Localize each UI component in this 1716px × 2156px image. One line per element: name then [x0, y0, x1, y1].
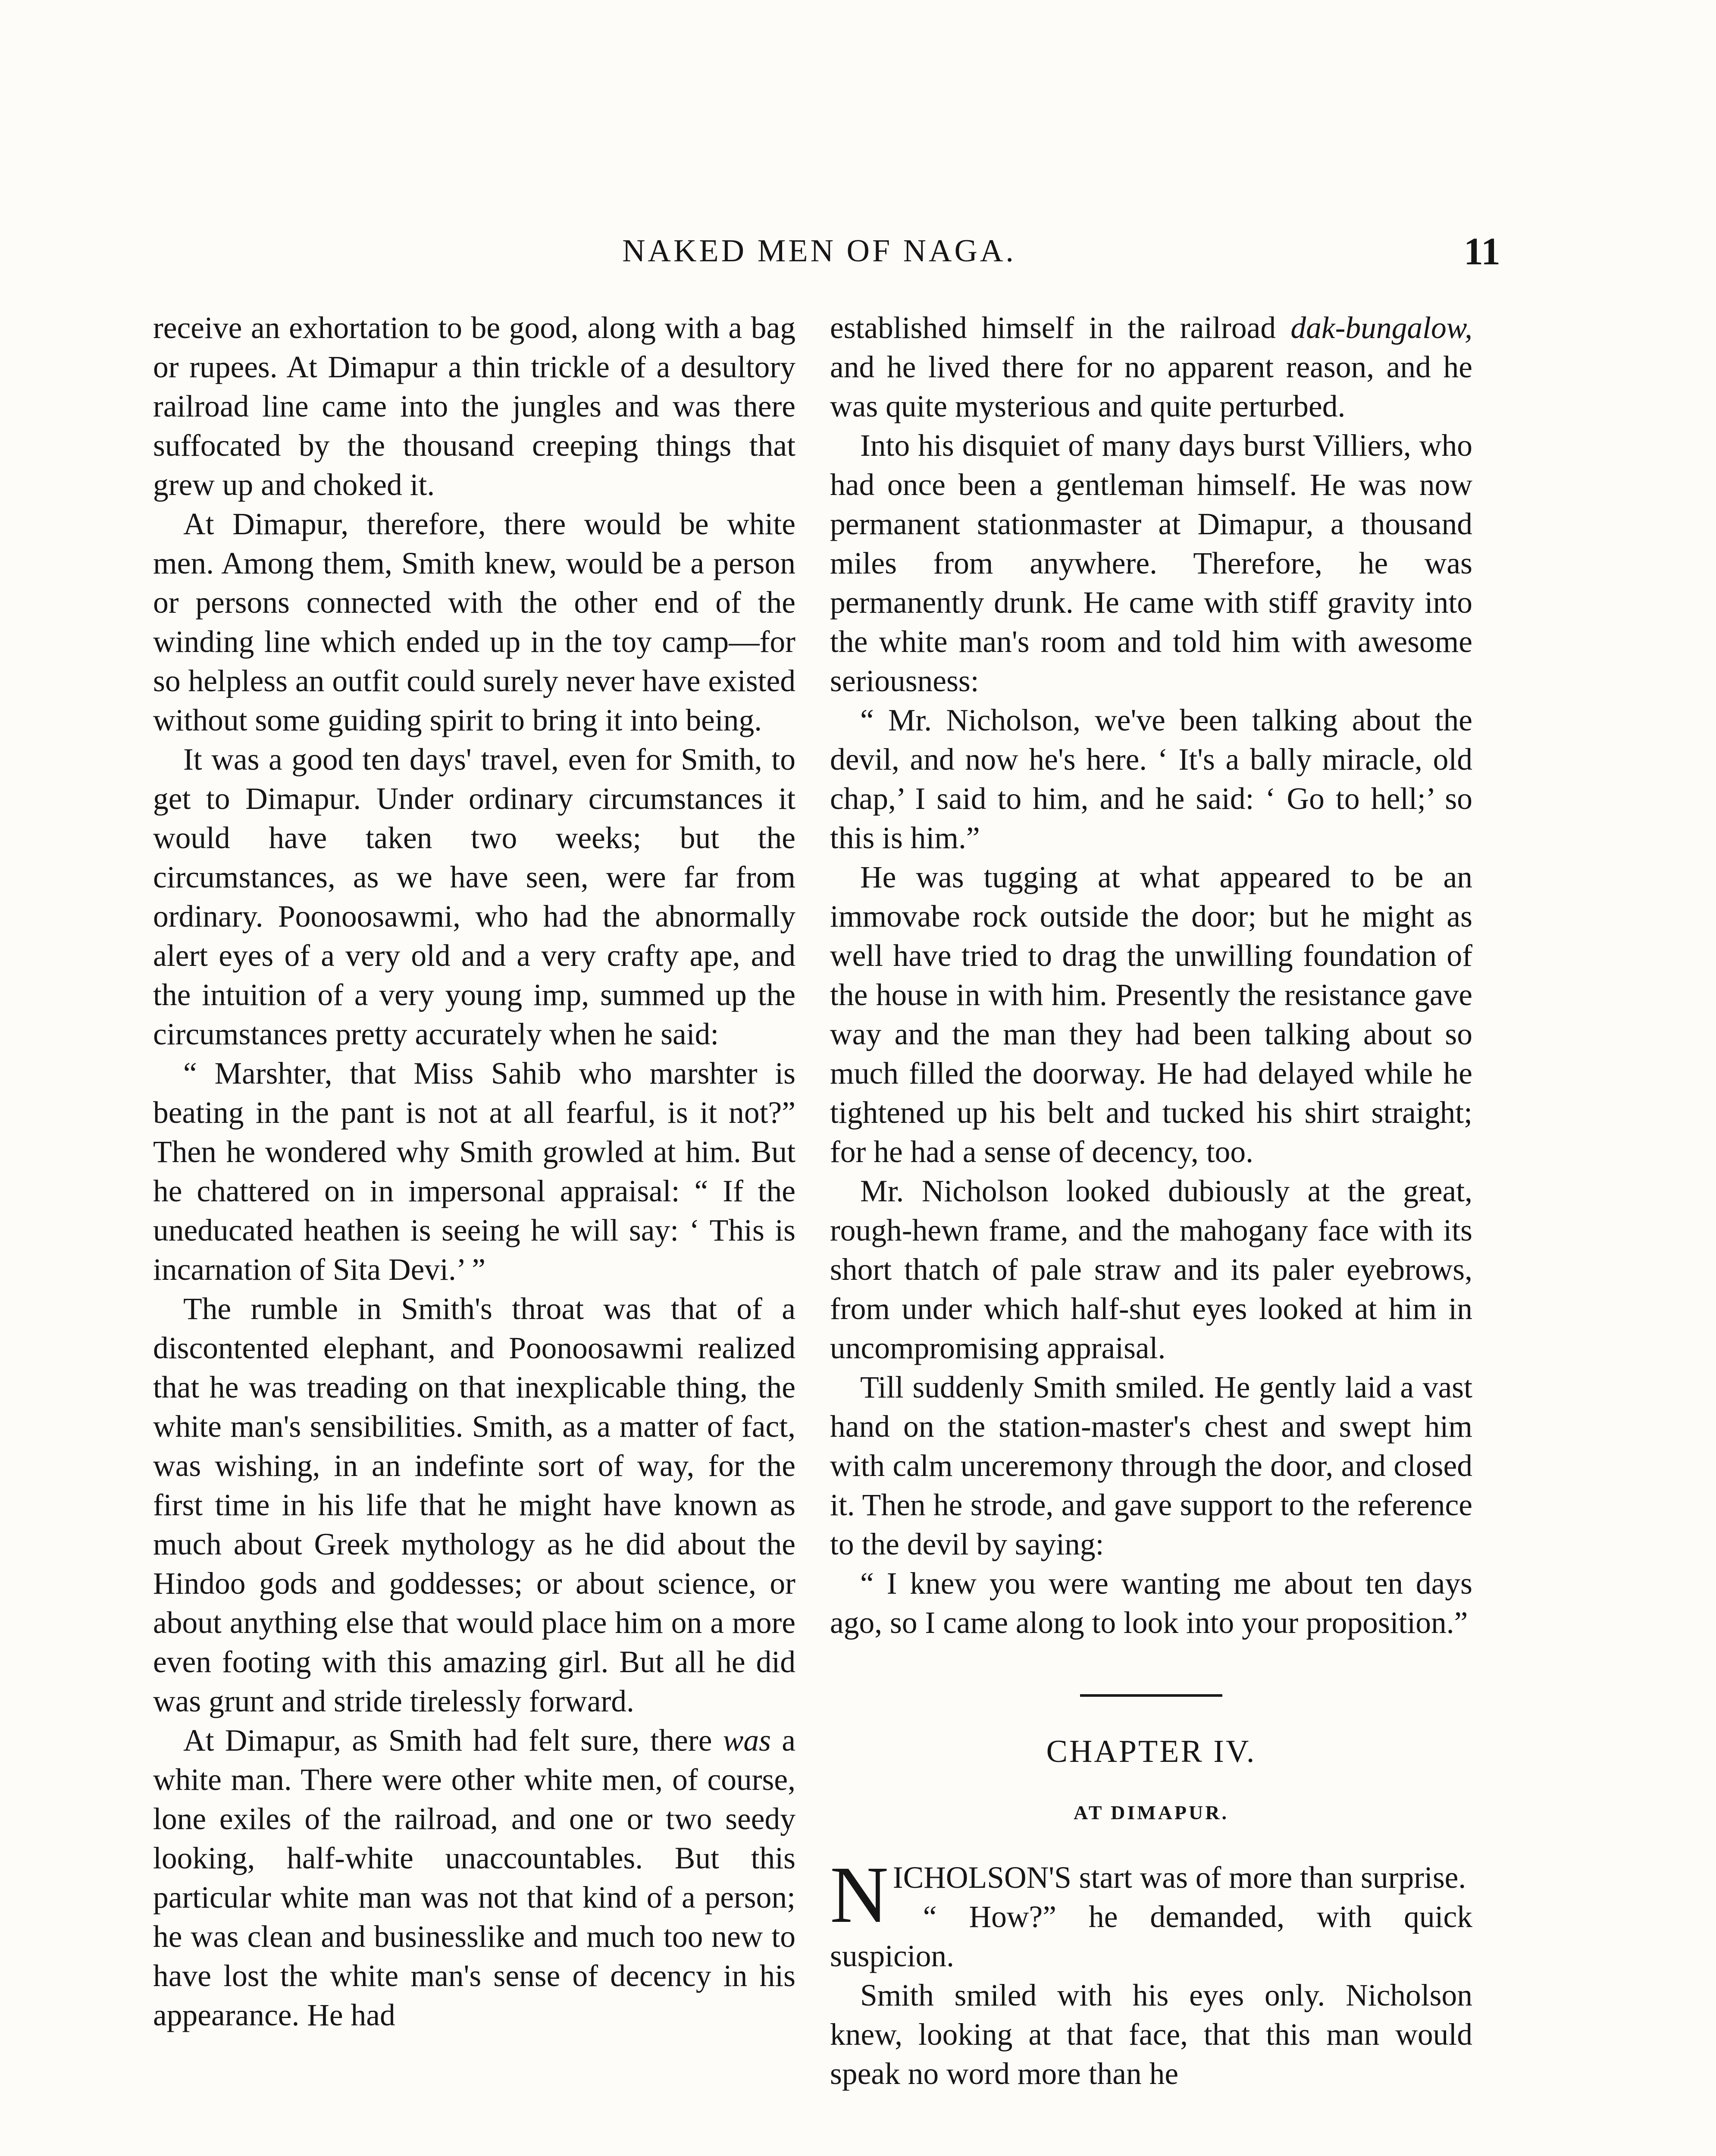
- running-head: NAKED MEN OF NAGA.: [622, 233, 1016, 269]
- chapter-subtitle: AT DIMAPUR.: [1074, 1802, 1229, 1824]
- paragraph: Into his disquiet of many days burst Villiers, who had once been a gentleman himself. He was now permanent stationmaster at Dimapur, a thousand miles from anywhere. Therefore, he was permanently drunk. He came with stiff gravity into the white man's room and told him with awesome seriousness:: [830, 429, 1472, 698]
- paragraph: [153, 1721, 795, 2035]
- text-run: ICHOLSON'S start was of more than surprise.: [892, 1861, 1466, 1895]
- section-divider: [1080, 1694, 1222, 1697]
- paragraph: The rumble in Smith's throat was that of a discontented elephant, and Poonoosawmi realized that he was treading on that inexplicable thing, the white man's sensibilities. Smith, as a matter of fact, was wishing, in an indefinte sort of way, for the first time in his life that he might have known as much about Greek mythology as he did about the Hindoo gods and goddesses; or about science, or about anything else that would place him on a more even footing with this amazing girl. But all he did was grunt and stride tirelessly forward.: [153, 1292, 795, 1718]
- paragraph: Till suddenly Smith smiled. He gently laid a vast hand on the station-master's chest and swept him with calm unceremony through the door, and closed it. Then he strode, and gave support to the reference to the devil by saying:: [830, 1370, 1472, 1561]
- paragraph: Mr. Nicholson looked dubiously at the great, rough-hewn frame, and the mahogany face with its short thatch of pale straw and its paler eyebrows, from under which half-shut eyes looked at him in uncompromising appraisal.: [830, 1174, 1472, 1365]
- text-run: a white man. There were other white men, of course, lone exiles of the railroad, and one or two seedy looking, half-white unaccountables. But this particular white man was not that kind of a person; he was clean and businesslike and much too new to have lost the white man's sense of decency in his appearance. He had: [153, 1724, 795, 2032]
- paragraph: Smith smiled with his eyes only. Nicholson knew, looking at that face, that this man would speak no word more than he: [830, 1978, 1472, 2091]
- right-column: [830, 308, 1472, 2093]
- paragraph: “ How?” he demanded, with quick suspicion.: [830, 1900, 1472, 1973]
- page-number: 11: [1463, 230, 1500, 273]
- drop-cap: N: [830, 1849, 889, 1940]
- paragraph: receive an exhortation to be good, along with a bag or rupees. At Dimapur a thin trickle of a desultory railroad line came into the jungles and was there suffocated by the thousand creeping things that grew up and choked it.: [153, 311, 795, 502]
- paragraph: It was a good ten days' travel, even for Smith, to get to Dimapur. Under ordinary circumstances it would have taken two weeks; but the circumstances, as we have seen, were far from ordinary. Poonoosawmi, who had the abnormally alert eyes of a very old and a very crafty ape, and the intuition of a very young imp, summed up the circumstances pretty accurately when he said:: [153, 743, 795, 1051]
- text-run: established himself in the railroad: [830, 311, 1291, 345]
- paragraph: At Dimapur, therefore, there would be white men. Among them, Smith knew, would be a person or persons connected with the other end of the winding line which ended up in the toy camp—for so helpless an outfit could surely never have existed without some guiding spirit to bring it into being.: [153, 507, 795, 737]
- paragraph: “ I knew you were wanting me about ten days ago, so I came along to look into your proposition.”: [830, 1567, 1472, 1640]
- paragraph: “ Marshter, that Miss Sahib who marshter is beating in the pant is not at all fearful, is it not?” Then he wondered why Smith growled at him. But he chattered on in impersonal appraisal: “ If the uneducated heathen is seeing he will say: ‘ This is incarnation of Sita Devi.’ ”: [153, 1056, 795, 1287]
- paragraph: [830, 308, 1472, 426]
- paragraph: “ Mr. Nicholson, we've been talking about the devil, and now he's here. ‘ It's a bally miracle, old chap,’ I said to him, and he said: ‘ Go to hell;’ so this is him.”: [830, 703, 1472, 855]
- chapter-title: CHAPTER IV.: [1046, 1734, 1256, 1769]
- text-run: and he lived there for no apparent reason, and he was quite mysterious and quite perturbed.: [830, 350, 1472, 423]
- page-header: [155, 230, 1500, 285]
- paragraph: He was tugging at what appeared to be an immovabe rock outside the door; but he might as well have tried to drag the unwilling foundation of the house in with him. Presently the resistance gave way and the man they had been talking about so much filled the doorway. He had delayed while he tightened up his belt and tucked his shirt straight; for he had a sense of decency, too.: [830, 860, 1472, 1169]
- emphasis: was: [723, 1724, 771, 1758]
- emphasis: dak-bungalow,: [1290, 311, 1472, 345]
- left-column: [153, 308, 795, 2035]
- text-run: At Dimapur, as Smith had felt sure, there: [183, 1724, 723, 1758]
